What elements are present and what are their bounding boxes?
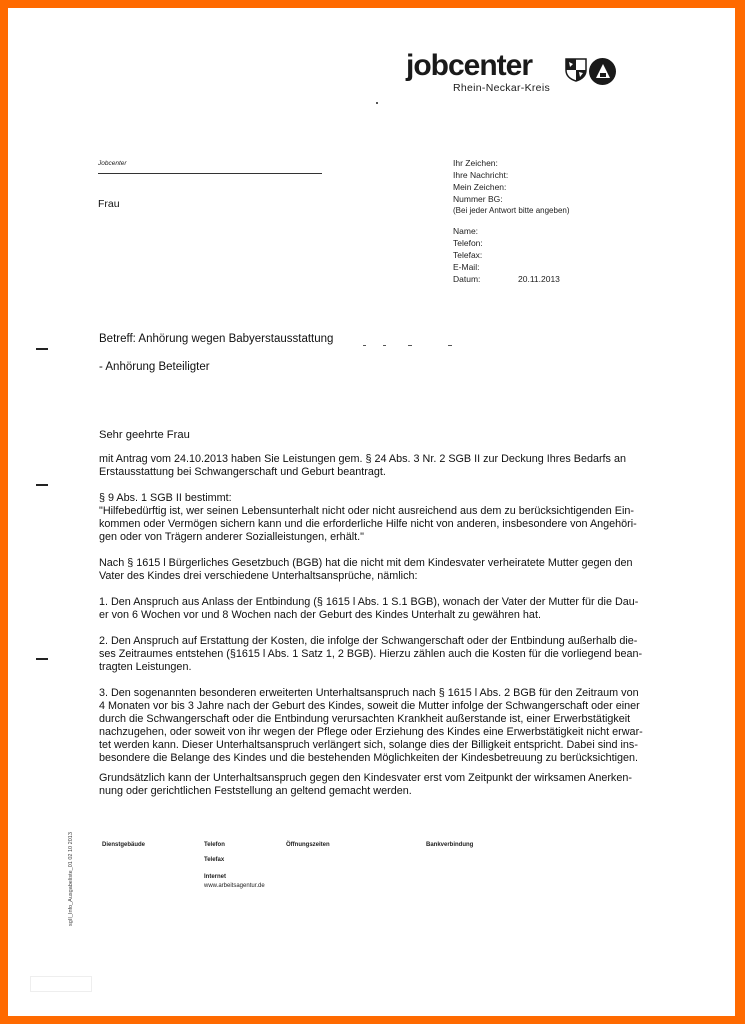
- fold-mark: [36, 348, 48, 350]
- info-bg-number: Nummer BG:: [453, 194, 503, 204]
- paragraph-claim-3: 3. Den sogenannten besonderen erweiterten Unterhaltsanspruch nach § 1615 l Abs. 2 BGB für den Zeitraum von 4 Monaten vor bis 3 Jahre nach der Geburt des Kindes, soweit die Mutter infolge der Schwangerschaft oder einer durch die Schwangerschaft oder die Entbindung verursachten Krankheit außerstande ist, einer Erwerbstätigkeit nachzugehen, oder soweit von ihr wegen der Pflege oder Erziehung des Kindes eine Erwerbstätigkeit nicht erwar- tet werden kann. Dieser Unterhaltsanspruch verlängert sich, solange dies der Billigkeit entspricht. Dabei sind ins- besondere die Belange des Kindes und die bestehenden Möglichkeiten der Kindesbetreuung zu berücksichtigen.: [99, 687, 643, 764]
- recipient-name: Frau: [98, 198, 120, 210]
- info-your-reference: Ihr Zeichen:: [453, 158, 498, 168]
- footer-hours: Öffnungszeiten: [286, 842, 330, 848]
- logo-subtitle: Rhein-Neckar-Kreis: [453, 82, 551, 94]
- arbeitsagentur-icon: [589, 58, 616, 85]
- footer-bank: Bankverbindung: [426, 842, 474, 848]
- contact-name: Name:: [453, 226, 479, 236]
- paragraph-claim-1: 1. Den Anspruch aus Anlass der Entbindung (§ 1615 l Abs. 1 S.1 BGB), wonach der Vater der Mutter für die Dau- er von 6 Wochen vor und 8 Wochen nach der Geburt des Kindes Unterhalt zu gewähren hat.: [99, 596, 639, 621]
- footer-fax: Telefax: [204, 857, 225, 863]
- coat-of-arms-icon: [565, 58, 587, 82]
- paragraph-bgb-intro: Nach § 1615 l Bürgerliches Gesetzbuch (BGB) hat die nicht mit dem Kindesvater verheiratete Mutter gegen den Vater des Kindes drei verschiedene Unterhaltsansprüche, nämlich:: [99, 557, 633, 582]
- footer-website: www.arbeitsagentur.de: [204, 883, 265, 889]
- scan-dot: [448, 345, 452, 346]
- salutation: Sehr geehrte Frau: [99, 429, 190, 441]
- paragraph-sgb-quote: § 9 Abs. 1 SGB II bestimmt: "Hilfebedürftig ist, wer seinen Lebensunterhalt nicht oder nicht ausreichend aus dem zu berücksichtigenden Ein- kommen oder Vermögen sichern kann und die erforderliche Hilfe nicht von anderen, insbesondere von Angehöri- gen oder von Trägern anderer Sozialleistungen, erhält.": [99, 492, 637, 543]
- footer-phone: Telefon: [204, 842, 225, 848]
- paragraph-claim-2: 2. Den Anspruch auf Erstattung der Kosten, die infolge der Schwangerschaft oder der Entbindung außerhalb die- ses Zeitraumes entstehen (§1615 l Abs. 1 Satz 1, 2 BGB). Hierzu zählen auch die Kosten für die vorliegend bean- tragten Leistungen.: [99, 635, 643, 673]
- logo-wordmark: jobcenter: [406, 49, 533, 82]
- scan-dot: [383, 345, 386, 346]
- sender-underline: [98, 173, 322, 174]
- letter-page: [8, 8, 735, 1016]
- footer-building: Dienstgebäude: [102, 842, 146, 848]
- info-your-message: Ihre Nachricht:: [453, 170, 509, 180]
- fold-mark: [36, 484, 48, 486]
- scan-dot: [376, 102, 378, 104]
- contact-date-label: Datum:: [453, 274, 481, 284]
- contact-phone: Telefon:: [453, 238, 483, 248]
- contact-date-value: 20.11.2013: [518, 274, 560, 284]
- paragraph-conclusion: Grundsätzlich kann der Unterhaltsanspruch gegen den Kindesvater erst vom Zeitpunkt der wirksamen Anerken- nung oder gerichtlichen Feststellung an geltend gemacht werden.: [99, 772, 632, 797]
- contact-fax: Telefax:: [453, 250, 483, 260]
- footer-internet: Internet: [204, 874, 227, 880]
- paragraph-application: mit Antrag vom 24.10.2013 haben Sie Leistungen gem. § 24 Abs. 3 Nr. 2 SGB II zur Deckung Ihres Bedarfs an Erstausstattung bei Schwangerschaft und Geburt beantragt.: [99, 453, 626, 478]
- subject-subline: - Anhörung Beteiligter: [99, 361, 210, 373]
- subject-line: Betreff: Anhörung wegen Babyerstausstattung: [99, 333, 334, 345]
- scan-dot: [363, 345, 366, 346]
- punch-mark: [36, 658, 48, 660]
- contact-email: E-Mail:: [453, 262, 480, 272]
- info-note: (Bei jeder Antwort bitte angeben): [453, 206, 570, 215]
- scan-dot: [408, 345, 412, 346]
- info-my-reference: Mein Zeichen:: [453, 182, 507, 192]
- sender-line-label: Jobcenter: [98, 160, 127, 167]
- faint-stamp: [30, 976, 92, 992]
- side-form-code: sgII_Info_Ausgabeliste_01 02 10 2013: [68, 832, 74, 926]
